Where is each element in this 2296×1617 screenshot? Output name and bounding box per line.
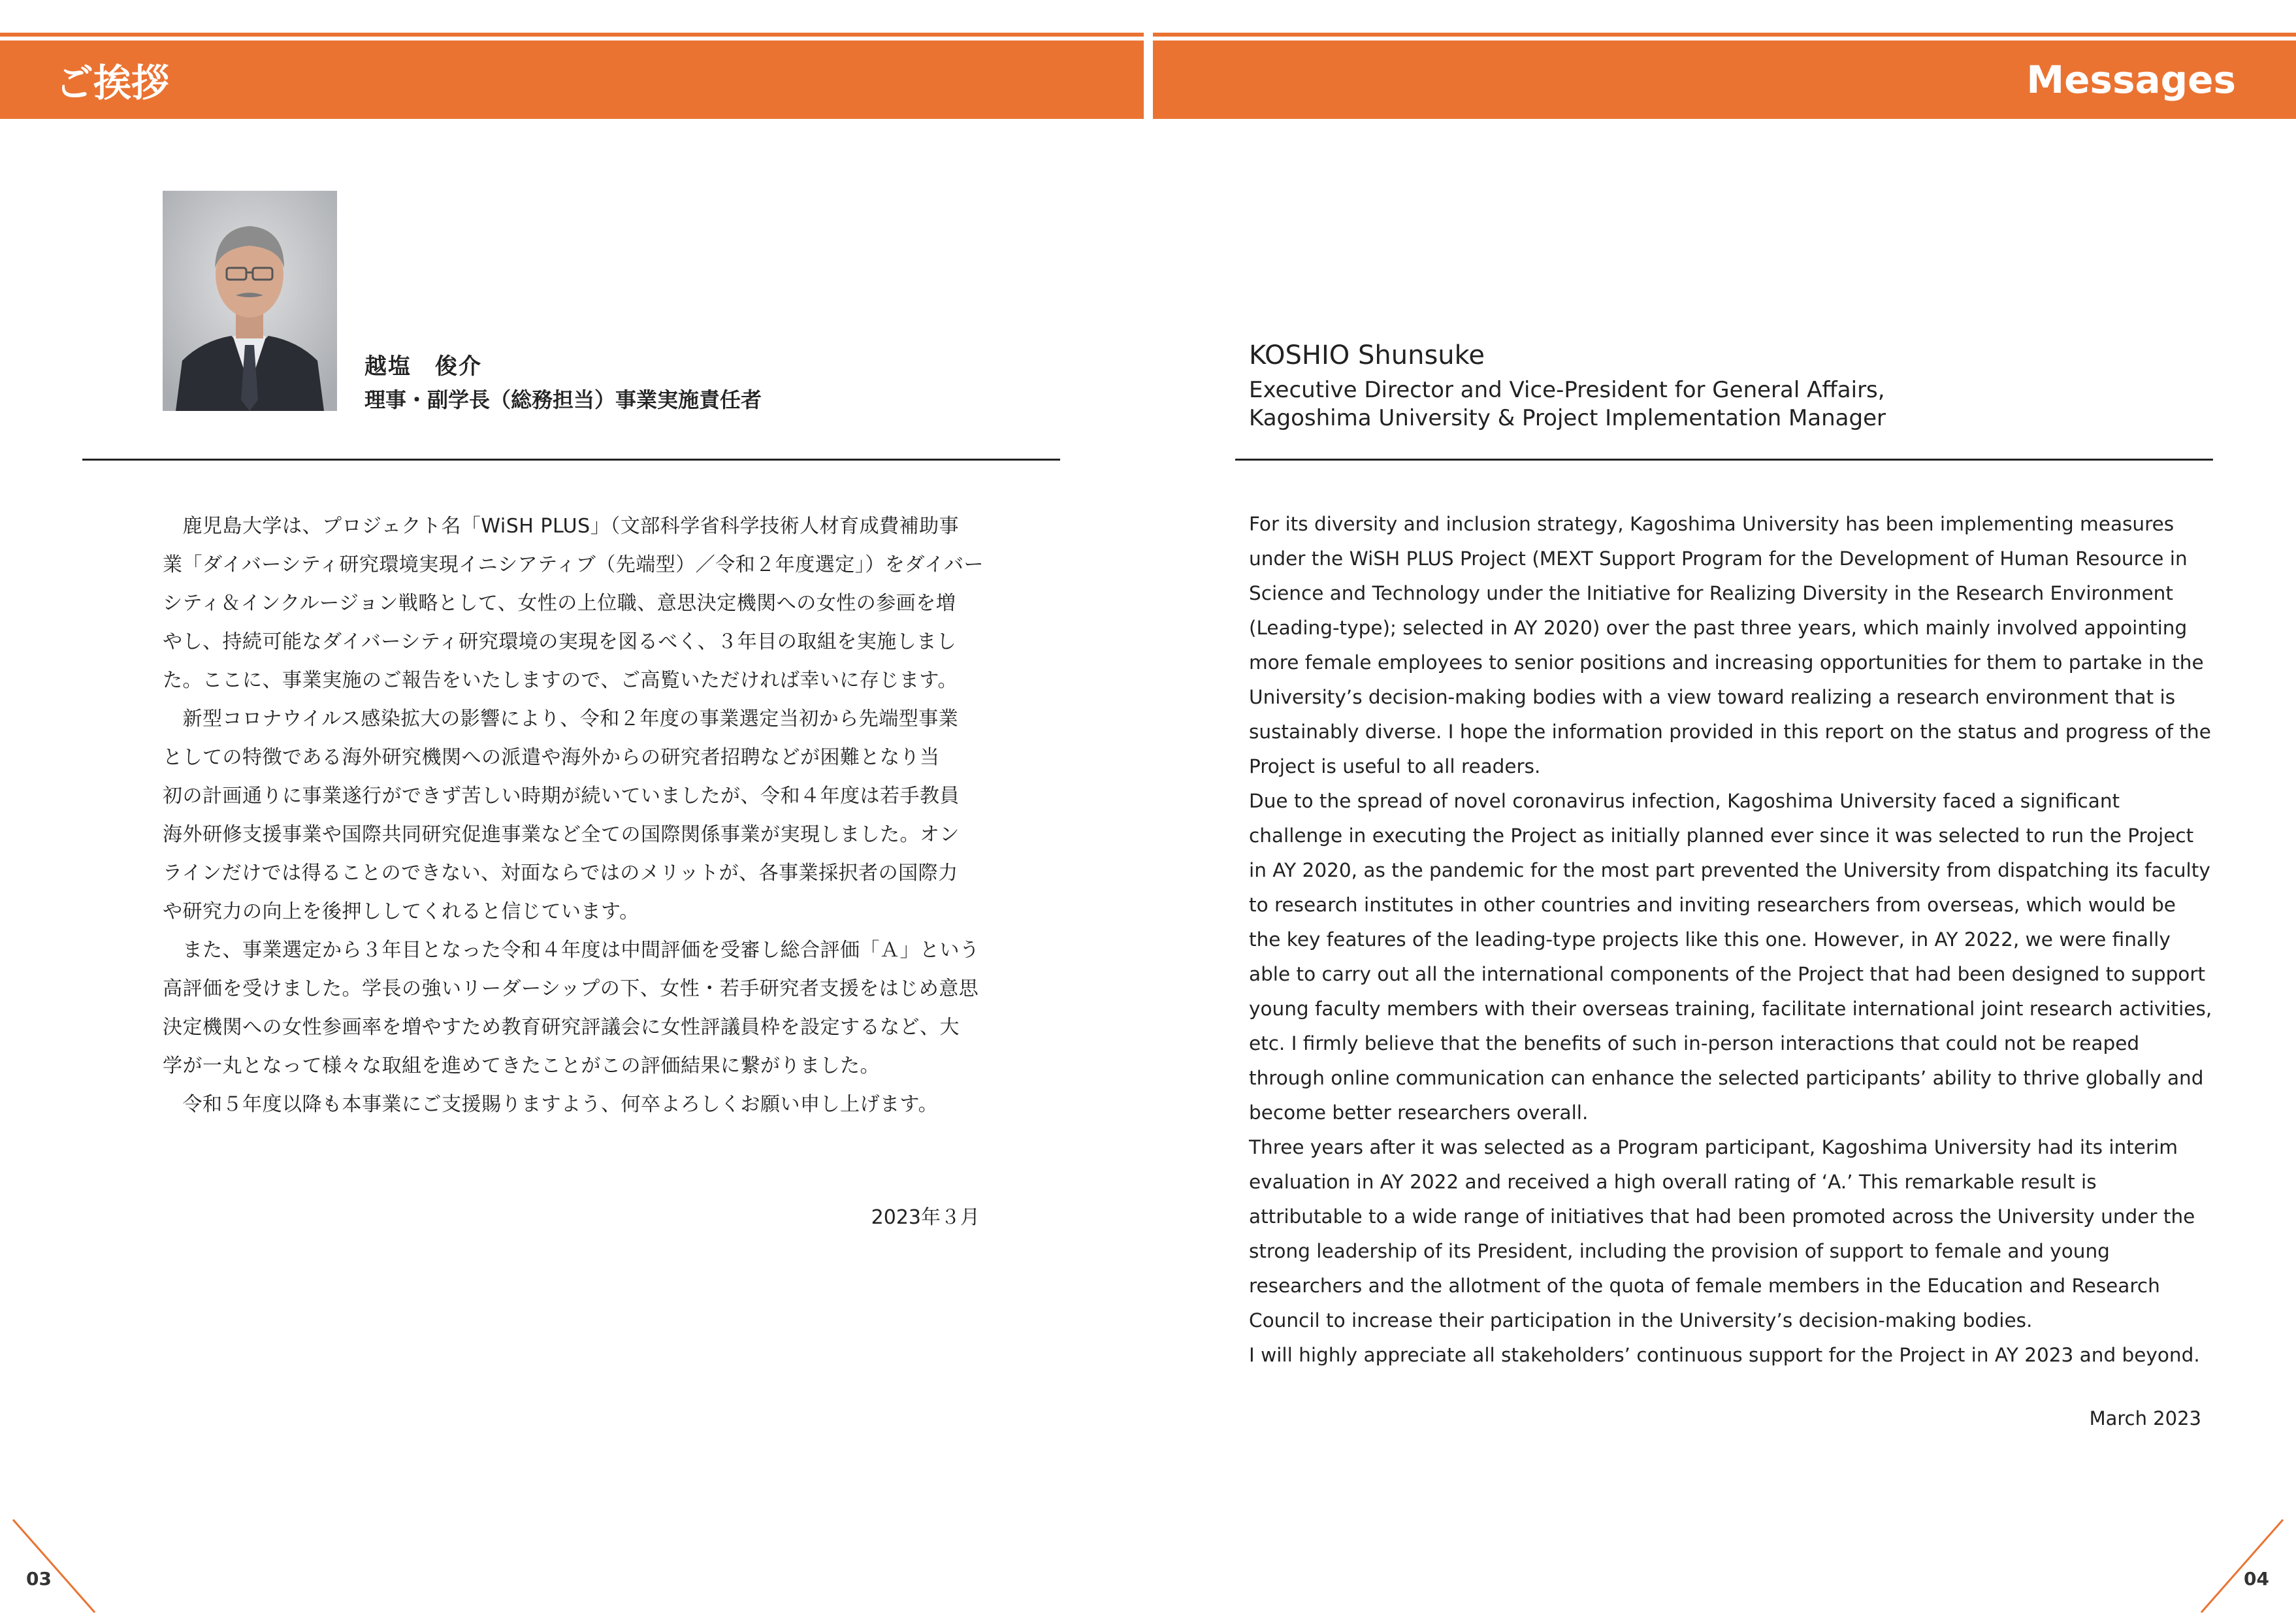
header-banner-right <box>1153 0 2296 122</box>
english-line: evaluation in AY 2022 and received a high overall rating of ‘A.’ This remarkable result is <box>1249 1171 2097 1193</box>
english-title-line: Executive Director and Vice-President for General Affairs, <box>1249 377 1885 403</box>
english-line: Due to the spread of novel coronavirus infection, Kagoshima University faced a significant <box>1249 790 2120 812</box>
japanese-line: 学が一丸となって様々な取組を進めてきたことがこの評価結果に繋がりました。 <box>163 1054 880 1077</box>
english-line: to research institutes in other countries and inviting researchers from overseas, which would be <box>1249 894 2176 916</box>
japanese-line: やし、持続可能なダイバーシティ研究環境の実現を図るべく、３年目の取組を実施しまし <box>163 630 957 653</box>
section-title-japanese: ご挨拶 <box>56 61 170 105</box>
japanese-title: 理事・副学長（総務担当）事業実施責任者 <box>364 387 762 412</box>
english-line: become better researchers overall. <box>1249 1102 1589 1124</box>
japanese-line: 高評価を受けました。学長の強いリーダーシップの下、女性・若手研究者支援をはじめ意思 <box>163 977 979 1000</box>
divider-left <box>82 459 1060 461</box>
english-title-line: Kagoshima University & Project Implementation Manager <box>1249 405 1886 431</box>
header-bar <box>1153 41 2296 119</box>
english-line: through online communication can enhance the selected participants’ ability to thrive globally and <box>1249 1067 2204 1089</box>
english-line: under the WiSH PLUS Project (MEXT Support Program for the Development of Human Resource in <box>1249 547 2188 570</box>
english-line: University’s decision-making bodies with a view toward realizing a research environment that is <box>1249 686 2176 708</box>
page-number-left: 03 <box>26 1568 52 1590</box>
english-title <box>1249 376 1886 433</box>
english-line: attributable to a wide range of initiatives that had been promoted across the University under the <box>1249 1205 2195 1228</box>
japanese-line: 初の計画通りに事業遂行ができず苦しい時期が続いていましたが、令和４年度は若手教員 <box>163 785 960 808</box>
japanese-line: 鹿児島大学は、プロジェクト名「WiSH PLUS」（文部科学省科学技術人材育成費補助事 <box>163 515 960 538</box>
english-name: KOSHIO Shunsuke <box>1249 340 1485 370</box>
japanese-line: としての特徴である海外研究機関への派遣や海外からの研究者招聘などが困難となり当 <box>163 746 940 769</box>
divider-right <box>1235 459 2213 461</box>
japanese-line: 新型コロナウイルス感染拡大の影響により、令和２年度の事業選定当初から先端型事業 <box>163 708 959 730</box>
english-line: I will highly appreciate all stakeholders’ continuous support for the Project in AY 2023 and beyond. <box>1249 1344 2200 1366</box>
japanese-line: 海外研修支援事業や国際共同研究促進事業など全ての国際関係事業が実現しました。オン <box>163 823 960 846</box>
japanese-name: 越塩 俊介 <box>364 353 482 380</box>
page-corner-left <box>0 1514 105 1617</box>
english-line: strong leadership of its President, including the provision of support to female and young <box>1249 1240 2110 1262</box>
japanese-line: 業「ダイバーシティ研究環境実現イニシアティブ（先端型）／令和２年度選定」）をダイバー <box>163 553 984 576</box>
header-thin-line <box>0 33 1144 37</box>
english-line: etc. I firmly believe that the benefits of such in-person interactions that could not be reaped <box>1249 1032 2140 1054</box>
english-line: challenge in executing the Project as initially planned ever since it was selected to run the Project <box>1249 825 2194 847</box>
page-number-right: 04 <box>2244 1568 2269 1590</box>
english-message <box>1249 507 2212 1373</box>
japanese-line: 令和５年度以降も本事業にご支援賜りますよう、何卒よろしくお願い申し上げます。 <box>163 1093 939 1116</box>
header-bar <box>0 41 1144 119</box>
japanese-line: ラインだけでは得ることのできない、対面ならではのメリットが、各事業採択者の国際力 <box>163 862 958 885</box>
japanese-line: シティ＆インクルージョン戦略として、女性の上位職、意思決定機関への女性の参画を増 <box>163 592 956 615</box>
english-line: Council to increase their participation in the University’s decision-making bodies. <box>1249 1309 2033 1331</box>
portrait-photo <box>163 191 337 411</box>
japanese-line: 決定機関への女性参画率を増やすため教育研究評議会に女性評議員枠を設定するなど、大 <box>163 1016 960 1039</box>
english-line: young faculty members with their overseas training, facilitate international joint research activities, <box>1249 998 2212 1020</box>
header-banner-left <box>0 0 1144 122</box>
japanese-line: た。ここに、事業実施のご報告をいたしますので、ご高覧いただければ幸いに存じます。 <box>163 669 958 692</box>
english-line: more female employees to senior positions and increasing opportunities for them to partake in the <box>1249 651 2204 674</box>
japanese-message <box>163 507 984 1124</box>
english-line: (Leading-type); selected in AY 2020) over the past three years, which mainly involved appointing <box>1249 617 2188 639</box>
english-line: able to carry out all the international components of the Project that had been designed to support <box>1249 963 2206 985</box>
page-corner-right <box>2191 1514 2296 1617</box>
english-line: Project is useful to all readers. <box>1249 755 1541 777</box>
english-line: researchers and the allotment of the quota of female members in the Education and Research <box>1249 1275 2160 1297</box>
japanese-line: や研究力の向上を後押ししてくれると信じています。 <box>163 900 639 923</box>
english-line: the key features of the leading-type projects like this one. However, in AY 2022, we were finally <box>1249 928 2171 951</box>
japanese-date: 2023年３月 <box>871 1206 980 1229</box>
english-line: Three years after it was selected as a Program participant, Kagoshima University had its interim <box>1249 1136 2178 1158</box>
english-line: in AY 2020, as the pandemic for the most part prevented the University from dispatching its faculty <box>1249 859 2210 881</box>
english-line: Science and Technology under the Initiative for Realizing Diversity in the Research Environment <box>1249 582 2173 604</box>
english-line: For its diversity and inclusion strategy, Kagoshima University has been implementing measures <box>1249 513 2175 535</box>
english-line: sustainably diverse. I hope the information provided in this report on the status and progress of the <box>1249 721 2211 743</box>
portrait-illustration <box>163 191 337 411</box>
japanese-line: また、事業選定から３年目となった令和４年度は中間評価を受審し総合評価「Ａ」という <box>163 939 980 962</box>
section-title-english: Messages <box>2026 57 2236 102</box>
english-date: March 2023 <box>2089 1407 2201 1429</box>
header-thin-line <box>1153 33 2296 37</box>
